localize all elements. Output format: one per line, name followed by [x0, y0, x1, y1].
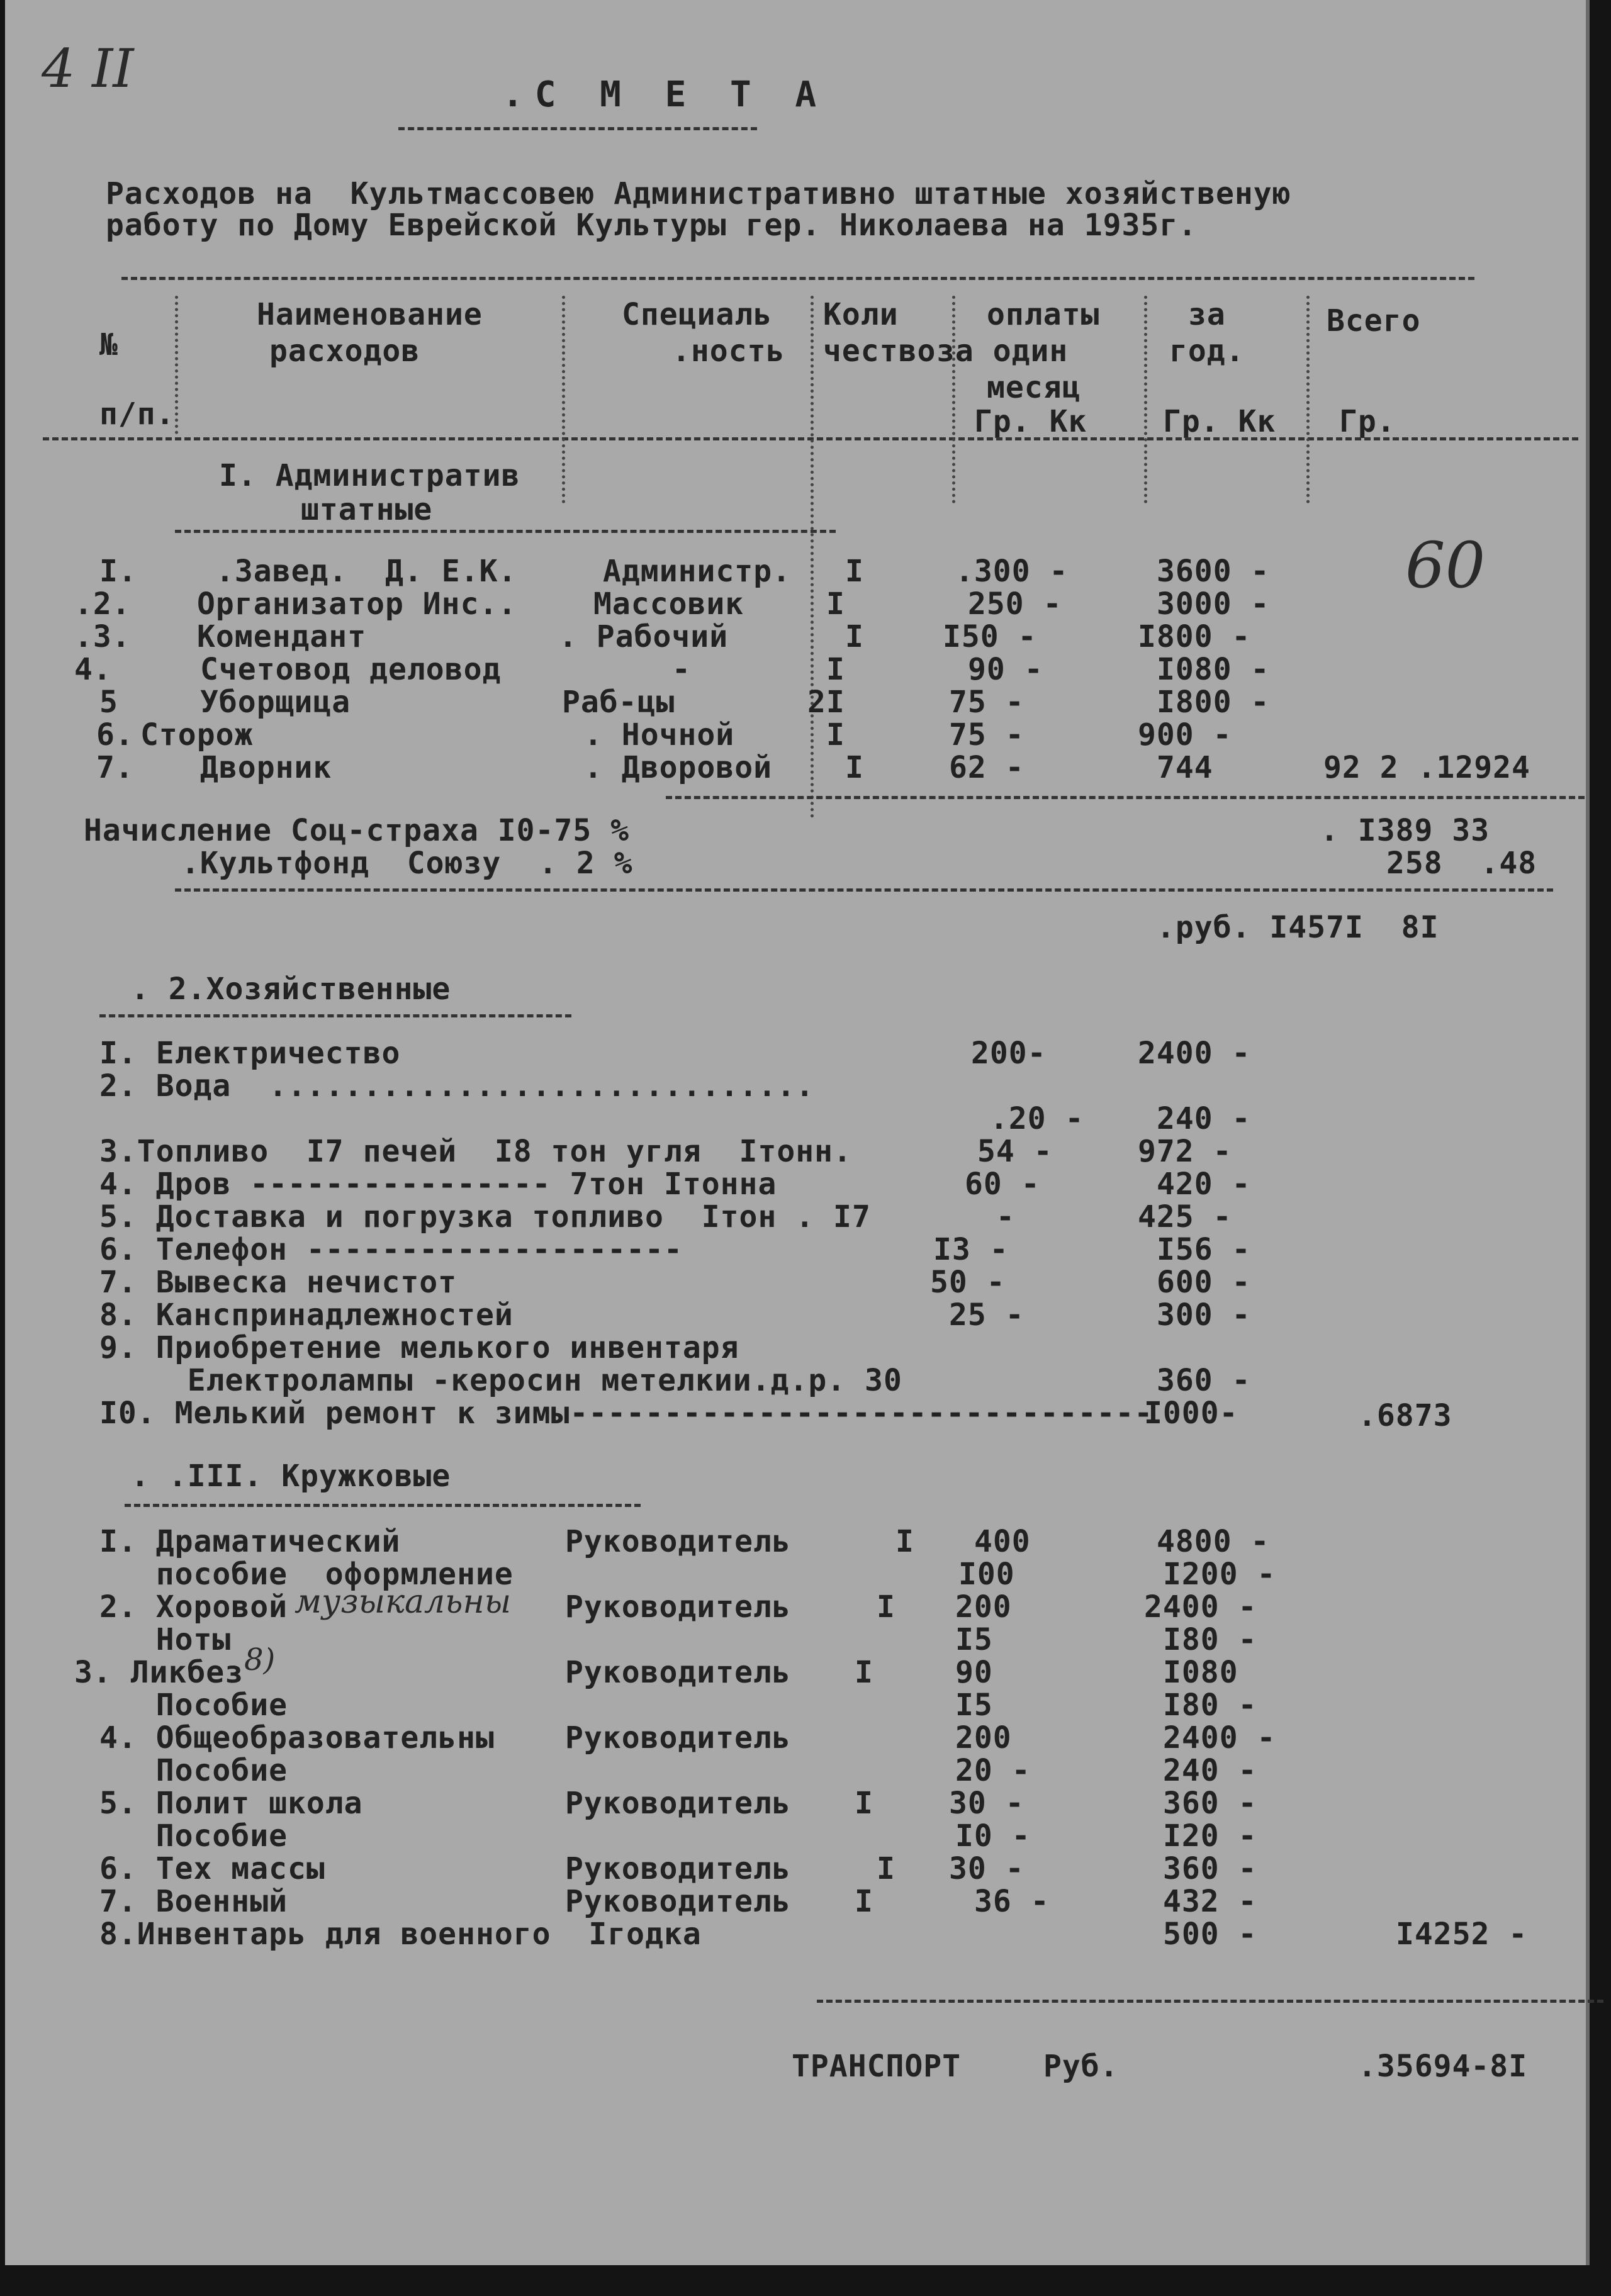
header-total-2: Гр. [1339, 404, 1396, 439]
s3-row6-spec: Руководитель [565, 1851, 791, 1886]
s1-row5-qty: 2I [807, 685, 845, 720]
column-separator [175, 296, 178, 434]
s3-row5-month: 30 - [949, 1786, 1024, 1821]
s3-row5-year: 360 - [1163, 1786, 1257, 1821]
section1-rule-1 [666, 796, 1585, 799]
s1-row7-month: 62 - [949, 750, 1024, 785]
s1-row2-year: 3000 - [1157, 586, 1270, 622]
s1-row1-spec: Администр. [603, 554, 791, 589]
s2-row1-month: 200- [971, 1036, 1047, 1071]
header-year-3: Гр. Кк [1163, 404, 1276, 439]
s1-row4-num: 4. [74, 652, 112, 687]
s3-row2-year: 2400 - [1144, 1589, 1257, 1625]
s3-row7-spec: Руководитель [565, 1884, 791, 1919]
s1-row6-year: 900 - [1138, 717, 1232, 753]
section1-title-2: штатные [301, 492, 433, 527]
s2-row2-text: 2. Вода ............................. [99, 1068, 815, 1104]
s2-row7-text: 7. Вывеска нечистот [99, 1265, 457, 1300]
s1-row5-month: 75 - [949, 685, 1024, 720]
section2-title: . 2.Хозяйственные [131, 972, 451, 1007]
section1-rule-2 [175, 888, 1553, 892]
s3-row1b-year: I200 - [1163, 1557, 1276, 1592]
s3-row4-month: 200 [955, 1720, 1012, 1756]
s1-row4-qty: I [826, 652, 845, 687]
s3-row3-text: 3. Ликбез [74, 1655, 244, 1690]
s2-row1-text: I. Електричество [99, 1036, 401, 1071]
transport-value: .35694-8I [1358, 2049, 1528, 2084]
s3-row3b-month: I5 [955, 1688, 993, 1723]
s2-row8-text: 8. Канспринадлежностей [99, 1297, 514, 1333]
header-pay-4: Гр. Кк [974, 404, 1087, 439]
column-separator [1306, 296, 1310, 503]
s3-row3-qty: I [855, 1655, 873, 1690]
s1-row7-num: 7. [96, 750, 134, 785]
document-title: .С М Е Т А [502, 74, 828, 115]
s3-row2b-text: Ноты [99, 1622, 232, 1657]
s3-row1-text: I. Драматический [99, 1524, 401, 1559]
s2-row9b-year: 360 - [1157, 1363, 1251, 1398]
header-year-1: за [1188, 297, 1226, 332]
s3-row3b-text: Пособие [99, 1688, 288, 1723]
header-num-1: № [99, 327, 118, 362]
s3-row5b-text: Пособие [99, 1818, 288, 1854]
s3-row4-text: 4. Общеобразовательны [99, 1720, 495, 1756]
s1-row7-spec: . Дворовой [584, 750, 772, 785]
transport-currency: Руб. [1043, 2049, 1119, 2084]
s3-row1-qty: I [895, 1524, 914, 1559]
s3-row7-text: 7. Военный [99, 1884, 288, 1919]
s3-row2-qty: I [877, 1589, 895, 1625]
s1-row2-month: 250 - [968, 586, 1062, 622]
header-pay-3: месяц [987, 370, 1081, 405]
column-separator [562, 296, 565, 503]
s2-row2b-year: 240 - [1157, 1101, 1251, 1136]
s3-row5-qty: I [855, 1786, 873, 1821]
handwritten-row2-note: музыкальны [295, 1583, 512, 1621]
section3-underline [125, 1504, 641, 1507]
s1-row5-num: 5 [99, 685, 118, 720]
s3-row1b-text: пособие оформление [99, 1557, 514, 1592]
s1-row4-spec: - [672, 652, 691, 687]
s2-row6-text: 6. Телефон -------------------- [99, 1232, 683, 1267]
column-separator [952, 296, 955, 503]
s3-row5b-year: I20 - [1163, 1818, 1257, 1854]
section1-subtotal: .руб. I457I 8I [1157, 910, 1439, 945]
s3-row6-qty: I [877, 1851, 895, 1886]
header-num-2: п/п. [99, 396, 175, 432]
s1-row7-total: 92 2 .12924 [1323, 750, 1530, 785]
section2-underline [99, 1014, 571, 1017]
s2-row8-month: 25 - [949, 1297, 1024, 1333]
s1-row4-name: Счетовод деловод [200, 652, 502, 687]
s3-row8-year: 500 - [1163, 1917, 1257, 1952]
s2-row5-year: 425 - [1138, 1199, 1232, 1235]
s2-row6-month: I3 - [933, 1232, 1009, 1267]
header-qty-2: чество [823, 333, 936, 369]
s3-row4-year: 2400 - [1163, 1720, 1276, 1756]
s2-row9b-text: Електролампы -керосин метелкии.д.р. 30 [131, 1363, 902, 1398]
s2-row4-month: 60 - [965, 1167, 1040, 1202]
intro-line-1: Расходов на Культмассовею Административно штатные хозяйственую [106, 176, 1291, 211]
section3-title: . .III. Кружковые [131, 1459, 451, 1494]
s3-row2b-month: I5 [955, 1622, 993, 1657]
s1-row4-year: I080 - [1157, 652, 1270, 687]
s1-row7-year: 744 [1157, 750, 1213, 785]
s1-row6-num: 6. [96, 717, 134, 753]
s1-row5-name: Уборщица [200, 685, 351, 720]
s3-row2-spec: Руководитель [565, 1589, 791, 1625]
header-year-2: год. [1169, 333, 1245, 369]
s2-row4-year: 420 - [1157, 1167, 1251, 1202]
s3-row4-spec: Руководитель [565, 1720, 791, 1756]
s1-row7-name: Дворник [200, 750, 332, 785]
kultfond-value: 258 .48 [1386, 846, 1537, 881]
s1-row1-year: 3600 - [1157, 554, 1270, 589]
s3-row2-month: 200 [955, 1589, 1012, 1625]
s1-row3-name: Комендант [197, 619, 367, 654]
s2-row4-text: 4. Дров ---------------- 7тон Iтонна [99, 1167, 777, 1202]
s3-row3b-year: I80 - [1163, 1688, 1257, 1723]
s3-row4b-month: 20 - [955, 1753, 1031, 1788]
header-spec-2: .ность [672, 333, 785, 369]
s3-row7-month: 36 - [974, 1884, 1050, 1919]
s2-row6-year: I56 - [1157, 1232, 1251, 1267]
s3-row1b-month: I00 [958, 1557, 1015, 1592]
s2-row8-year: 300 - [1157, 1297, 1251, 1333]
handwritten-margin-note: 60 [1405, 529, 1486, 602]
s1-row3-num: .3. [74, 619, 131, 654]
s1-row7-qty: I [845, 750, 864, 785]
section1-underline [175, 530, 836, 533]
s3-row4b-text: Пособие [99, 1753, 288, 1788]
footer-rule [817, 2000, 1603, 2003]
s1-row6-qty: I [826, 717, 845, 753]
section3-total: I4252 - [1396, 1917, 1528, 1952]
s3-row5b-month: I0 - [955, 1818, 1031, 1854]
s2-row3-month: 54 - [977, 1134, 1053, 1169]
s3-row5-spec: Руководитель [565, 1786, 791, 1821]
s1-row6-spec: . Ночной [584, 717, 735, 753]
section1-title-1: I. Административ [219, 458, 520, 493]
column-separator [1144, 296, 1147, 503]
s3-row6-month: 30 - [949, 1851, 1024, 1886]
s1-row5-year: I800 - [1157, 685, 1270, 720]
s1-row3-qty: I [845, 619, 864, 654]
s2-row10-text: I0. Мелький ремонт к зимы------------------------------- [99, 1396, 1154, 1431]
s1-row2-num: .2. [74, 586, 131, 622]
s3-row7-year: 432 - [1163, 1884, 1257, 1919]
s1-row3-month: I50 - [943, 619, 1037, 654]
s3-row8-text: 8.Инвентарь для военного Iгодка [99, 1917, 702, 1952]
header-spec-1: Специаль [622, 297, 773, 332]
s3-row1-month: 400 [974, 1524, 1031, 1559]
s1-row4-month: 90 - [968, 652, 1043, 687]
handwritten-page-mark: 4 II [42, 38, 134, 99]
s2-row5-month: - [996, 1199, 1015, 1235]
kultfond-label: .Культфонд Союзу . 2 % [181, 846, 633, 881]
s3-row3-month: 90 [955, 1655, 993, 1690]
s2-row1-year: 2400 - [1138, 1036, 1251, 1071]
soc-strakh-label: Начисление Соц-страха I0-75 % [84, 813, 630, 848]
intro-line-2: работу по Дому Еврейской Культуры гер. Николаева на 1935г. [106, 208, 1198, 243]
header-name-1: Наименование [257, 297, 483, 332]
s1-row6-name: Сторож [140, 717, 254, 753]
s1-row6-month: 75 - [949, 717, 1024, 753]
header-top-rule [121, 277, 1474, 280]
s1-row1-qty: I [845, 554, 864, 589]
s3-row7-qty: I [855, 1884, 873, 1919]
header-qty-1: Коли [823, 297, 899, 332]
s3-row4b-year: 240 - [1163, 1753, 1257, 1788]
s1-row3-spec: . Рабочий [559, 619, 729, 654]
s3-row6-text: 6. Тех массы [99, 1851, 325, 1886]
s1-row1-num: I. [99, 554, 137, 589]
s3-row3-year: I080 [1163, 1655, 1238, 1690]
handwritten-row3-note: 8) [244, 1642, 276, 1677]
section2-total: .6873 [1358, 1398, 1452, 1433]
soc-strakh-value: . I389 33 [1320, 813, 1490, 848]
s1-row5-spec: Раб-цы [562, 685, 675, 720]
column-separator [811, 296, 814, 818]
header-name-2: расходов [269, 333, 420, 369]
s3-row1-year: 4800 - [1157, 1524, 1270, 1559]
document-page [5, 0, 1590, 2265]
s3-row2b-year: I80 - [1163, 1622, 1257, 1657]
s1-row2-name: Организатор Инс.. [197, 586, 517, 622]
s3-row3-spec: Руководитель [565, 1655, 791, 1690]
s2-row3-text: 3.Топливо I7 печей I8 тон угля Iтонн. [99, 1134, 852, 1169]
s3-row1-spec: Руководитель [565, 1524, 791, 1559]
s1-row2-spec: Массовик [593, 586, 744, 622]
s2-row10-year: I000- [1144, 1396, 1238, 1431]
header-pay-1: оплаты [987, 297, 1100, 332]
s3-row2-text: 2. Хоровой [99, 1589, 288, 1625]
s2-row7-month: 50 - [930, 1265, 1006, 1300]
s1-row2-qty: I [826, 586, 845, 622]
header-total-1: Всего [1327, 303, 1421, 339]
s1-row1-name: .Завед. Д. Е.К. [216, 554, 517, 589]
header-pay-2: за один [936, 333, 1069, 369]
s2-row9-text: 9. Приобретение мелького инвентаря [99, 1330, 739, 1365]
s1-row3-year: I800 - [1138, 619, 1251, 654]
s2-row7-year: 600 - [1157, 1265, 1251, 1300]
s2-row2b-month: .20 - [990, 1101, 1084, 1136]
s3-row5-text: 5. Полит школа [99, 1786, 363, 1821]
title-underline [398, 127, 757, 130]
s3-row6-year: 360 - [1163, 1851, 1257, 1886]
s1-row1-month: .300 - [955, 554, 1069, 589]
s2-row3-year: 972 - [1138, 1134, 1232, 1169]
s2-row5-text: 5. Доставка и погрузка топливо Iтон . I7 [99, 1199, 871, 1235]
transport-label: ТРАНСПОРТ [792, 2049, 962, 2084]
